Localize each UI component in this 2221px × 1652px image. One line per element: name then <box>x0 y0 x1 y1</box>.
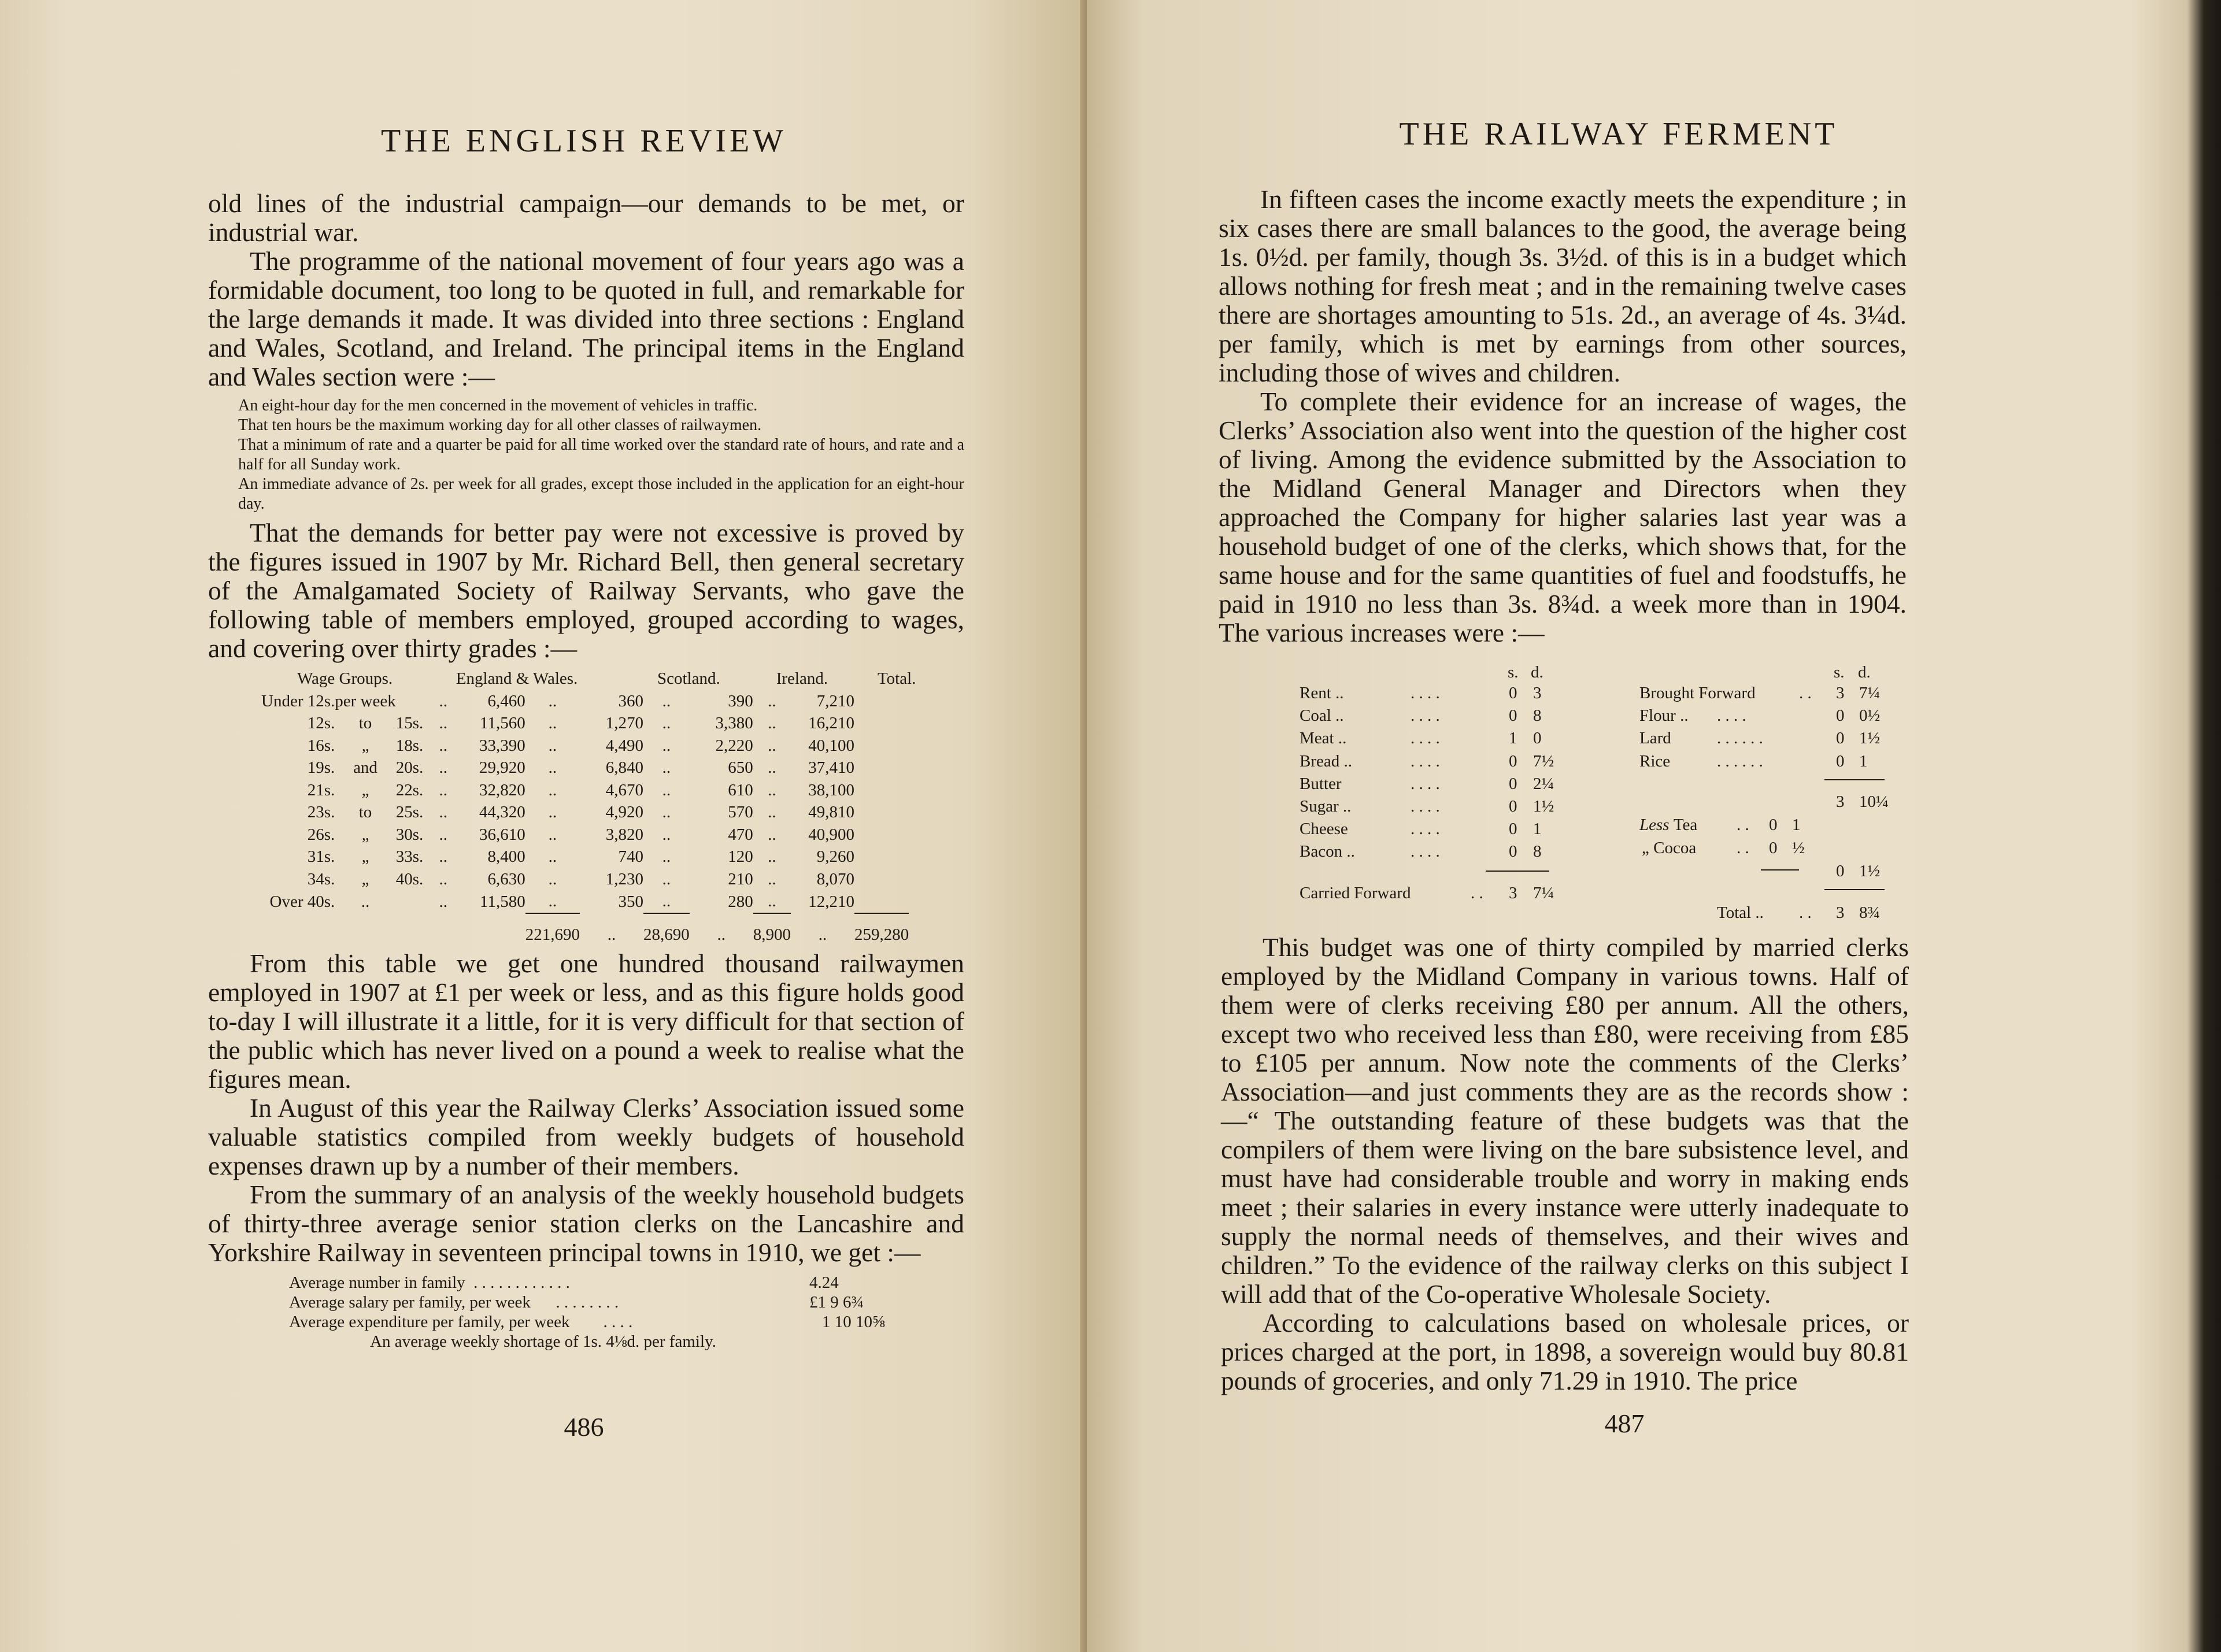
budget-item-d: 2¼ <box>1533 774 1554 793</box>
leader-dots: .. <box>439 780 447 799</box>
demand-item: That a minimum of rate and a quarter be paid for all time worked over the standard rate of hours, and rate and a half for all Sunday work. <box>238 436 964 473</box>
left-page <box>0 0 1098 1652</box>
budget-item-label: Meat .. <box>1300 729 1347 748</box>
paragraph: In fifteen cases the income exactly meets the expenditure ; in six cases there are small balances to the good, the average being 1s. 0½d. per family, though 3s. 3½d. of this is in a budget which allows nothing for fresh meat ; and in the remaining twelve cases there are shortages amounting to 51s. 2d., an average of 4s. 3¼d. per family, which is met by earnings from other sources, including those of wives and children. <box>1219 184 1907 387</box>
column-header-d: d. <box>1531 663 1543 681</box>
paragraph: To complete their evidence for an increase of wages, the Clerks’ Association also went into the question of the higher cost of living. Among the evidence submitted by the Association to the Midland General Manager and Directors when they approached the Company for higher salaries last year was a household budget of one of the clerks, which shows that, for the same house and for the same quantities of fuel and foodstuffs, he paid in 1910 no less than 3s. 8¾d. a week more than in 1904. The various increases were :— <box>1219 387 1907 647</box>
total-label: Total .. <box>1717 903 1764 922</box>
table-cell: 20s. <box>395 758 424 777</box>
wage-groups-table <box>261 668 916 946</box>
budget-item-label: Sugar .. <box>1300 797 1352 816</box>
table-cell: 120 <box>728 847 753 866</box>
total-d: 8¾ <box>1859 903 1881 922</box>
budget-item-d: 1 <box>1533 820 1542 839</box>
budget-item-d: 1 <box>1859 751 1868 771</box>
leader-dots: .. <box>548 847 557 866</box>
table-row <box>261 735 916 757</box>
table-cell: 12,210 <box>808 892 854 911</box>
budget-item-s: 0 <box>1509 684 1517 702</box>
budget-item-s: 0 <box>1509 751 1517 771</box>
table-cell: 25s. <box>395 803 424 821</box>
budget-item-s: 3 <box>1836 684 1845 702</box>
leader-dots: .. <box>662 736 671 755</box>
table-cell: 610 <box>728 780 753 799</box>
table-cell: Over 40s. <box>269 892 335 911</box>
table-cell: 32,820 <box>479 780 525 799</box>
leader-dots: .. <box>439 736 447 755</box>
rule-line <box>1824 889 1885 890</box>
leader-dots: .. <box>548 691 557 710</box>
table-row <box>261 757 916 779</box>
table-cell: .. <box>361 892 370 911</box>
table-cell: 3,380 <box>715 714 753 732</box>
less-total-d: 1½ <box>1859 862 1881 880</box>
budget-item-d: 7½ <box>1533 751 1554 771</box>
budget-item-d: 8 <box>1533 706 1542 725</box>
budget-item-s: 0 <box>1836 706 1845 725</box>
budget-item-label: Brought Forward <box>1639 684 1756 702</box>
leader-dots: .. <box>439 892 447 911</box>
table-row <box>261 846 916 868</box>
table-cell: 7,210 <box>816 691 854 710</box>
table-cell: „ <box>361 869 369 888</box>
table-cell: 44,320 <box>479 803 525 821</box>
average-row: Average expenditure per family, per week . . . . 1 10 10⅝ <box>289 1313 885 1331</box>
table-rule-row <box>261 913 916 924</box>
table-cell: 470 <box>728 825 753 844</box>
leader-dots: .. <box>662 691 671 710</box>
column-header: Ireland. <box>776 669 828 688</box>
paragraph: In August of this year the Railway Clerks’ Association issued some valuable statistics compiled from weekly budgets of household expenses drawn up by a number of their members. <box>208 1093 964 1180</box>
left-page-body <box>208 189 964 1351</box>
table-row <box>261 779 916 802</box>
right-page <box>1087 0 2221 1652</box>
budget-item-label: Bread .. <box>1300 751 1352 771</box>
budget-item-s: 0 <box>1836 751 1845 771</box>
page-number-left: 486 <box>564 1412 604 1442</box>
budget-item-label: Rent .. <box>1300 684 1344 702</box>
column-header: England & Wales. <box>456 669 578 688</box>
table-cell: 6,840 <box>605 758 643 777</box>
leader-dots: .. <box>662 803 671 821</box>
paragraph: From this table we get one hundred thousand railwaymen employed in 1907 at £1 per week or less, and as this figure holds good to-day I will illustrate it a little, for it is very difficult for that section of the public which has never lived on a pound a week to realise what the figures mean. <box>208 949 964 1094</box>
table-cell: 570 <box>728 803 753 821</box>
demand-item: That ten hours be the maximum working day for all other classes of railwaymen. <box>238 416 762 434</box>
leader-dots: .. <box>662 825 671 844</box>
table-cell: „ <box>361 825 369 844</box>
table-cell: 12s. <box>307 714 335 732</box>
leader-dots: .. <box>662 869 671 888</box>
table-cell: 18s. <box>395 736 424 755</box>
paragraph: That the demands for better pay were not excessive is proved by the figures issued in 1907 by Mr. Richard Bell, then general secretary of the Amalgamated Society of Railway Servants, who gave the following table of members employed, grouped according to wages, and covering over thirty grades :— <box>208 518 964 663</box>
budget-item-d: 0½ <box>1859 706 1881 725</box>
leader-dots: .. <box>768 803 776 821</box>
table-row <box>261 690 916 713</box>
table-cell: 4,490 <box>605 736 643 755</box>
less-item: Less Tea <box>1639 816 1698 834</box>
subtotal-d: 10¼ <box>1859 792 1889 811</box>
leader-dots: .. <box>548 869 557 888</box>
table-cell: 280 <box>728 892 753 911</box>
table-totals-row: 221,690 .. 28,690 .. 8,900 .. 259,280 <box>261 924 916 946</box>
household-budget-table: s. d. s. d. Rent .. . . . . 0 3 Coal .. . . . . 0 8 Meat .. . . . . 1 0 Bread .. . . . . 0 7½ Butter . . . . 0 2¼ Sugar .. . . . . 0 1½ Cheese . . . . 0 1 Bacon .. . . . . 0 8 Brought Forward . . 3 7¼ Flour .. . . . . 0 0½ Lard . . . . . . 0 1½ Rice . . . . . . 0 1 Carried Forward . . 3 7¼ 3 10¼ Less Tea . . 0 1 „ Cocoa . . 0 ½ 0 1½ Total .. . . 3 8¾ <box>1087 0 2221 1652</box>
table-cell: 40,100 <box>808 736 854 755</box>
leader-dots: . . . . <box>1411 751 1440 771</box>
leader-dots: .. <box>768 869 776 888</box>
leader-dots: . . . . . . <box>1717 751 1763 771</box>
leader-dots: .. <box>548 892 557 910</box>
table-cell <box>396 890 431 913</box>
budget-item-s: 0 <box>1509 842 1517 861</box>
demand-item: An immediate advance of 2s. per week for all grades, except those included in the application for an eight-hour day. <box>238 475 964 513</box>
table-cell: 33s. <box>395 847 424 866</box>
leader-dots: .. <box>768 714 776 732</box>
table-cell: 650 <box>728 758 753 777</box>
leader-dots: .. <box>768 780 776 799</box>
table-cell: 30s. <box>395 825 424 844</box>
leader-dots: .. <box>439 847 447 866</box>
budget-item-d: 1½ <box>1533 797 1554 816</box>
table-cell: „ <box>361 736 369 755</box>
leader-dots: .. <box>548 803 557 821</box>
rule-line <box>1761 869 1799 871</box>
less-total-s: 0 <box>1836 862 1845 880</box>
leader-dots: .. <box>662 780 671 799</box>
leader-dots: . . . . <box>1411 706 1440 725</box>
table-cell: 36,610 <box>479 825 525 844</box>
total-ireland: 8,900 <box>753 925 791 944</box>
paragraph: This budget was one of thirty compiled by married clerks employed by the Midland Company in various towns. Half of them were of clerks receiving £80 per annum. All the others, except two who received less than £80, were receiving from £85 to £105 per annum. Now note the comments of the Clerks’ Association—and just comments they are as the records show : —“ The outstanding feature of these budgets was that the compilers of them were living on the bare subsistence level, and must have had considerable trouble and worry in making ends meet ; their salaries in every instance were utterly inadequate to supply the normal needs of themselves, and their wives and children.” To the evidence of the railway clerks on this subject I will add that of the Co-operative Wholesale Society. <box>1221 932 1909 1309</box>
leader-dots: .. <box>768 892 776 910</box>
leader-dots: . . . . . . <box>1717 729 1763 748</box>
leader-dots: .. <box>439 803 447 821</box>
carried-forward-s: 3 <box>1509 884 1517 902</box>
budget-item-d: 1½ <box>1859 729 1881 748</box>
paragraph: According to calculations based on wholesale prices, or prices charged at the port, in 1898, a sovereign would buy 80.81 pounds of groceries, and only 71.29 in 1910. The price <box>1221 1308 1909 1395</box>
leader-dots: . . . . <box>1411 797 1440 816</box>
page-number-right: 487 <box>1604 1409 1645 1438</box>
table-cell: 2,220 <box>715 736 753 755</box>
table-cell: 34s. <box>307 869 335 888</box>
table-cell: Under 12s. <box>261 691 335 710</box>
paragraph: From the summary of an analysis of the weekly household budgets of thirty-three average senior station clerks on the Lancashire and Yorkshire Railway in seventeen principal towns in 1910, we get :— <box>208 1180 964 1267</box>
table-cell: 11,580 <box>480 892 525 911</box>
table-cell: 8,070 <box>816 869 854 888</box>
table-cell: 1,270 <box>605 714 643 732</box>
budget-item-s: 0 <box>1509 706 1517 725</box>
table-cell: 740 <box>618 847 643 866</box>
budget-item-s: 1 <box>1509 729 1517 748</box>
budget-item-label: Rice <box>1639 751 1671 771</box>
budget-item-d: 8 <box>1533 842 1542 861</box>
table-cell: 22s. <box>395 780 424 799</box>
leader-dots: . . . . <box>1411 684 1440 702</box>
column-header-d: d. <box>1858 663 1871 681</box>
leader-dots: .. <box>662 714 671 732</box>
table-row <box>261 801 916 824</box>
table-row <box>261 868 916 891</box>
leader-dots: .. <box>548 825 557 844</box>
table-cell <box>396 690 431 713</box>
table-cell: 19s. <box>307 758 335 777</box>
running-head-left: THE ENGLISH REVIEW <box>380 123 787 159</box>
table-cell: „ <box>361 847 369 866</box>
table-cell: 3,820 <box>605 825 643 844</box>
leader-dots: .. <box>768 691 776 710</box>
budget-item-d: 0 <box>1533 729 1542 748</box>
shortage-line: An average weekly shortage of 1s. 4⅛d. per family. <box>370 1332 716 1351</box>
table-cell: 23s. <box>307 803 335 821</box>
column-header: Wage Groups. <box>297 669 393 688</box>
budget-item-s: 0 <box>1836 729 1845 748</box>
table-cell: 9,260 <box>816 847 854 866</box>
table-cell: 29,920 <box>479 758 525 777</box>
table-cell: 21s. <box>307 780 335 799</box>
table-cell: 1,230 <box>605 869 643 888</box>
total-s: 3 <box>1836 903 1845 922</box>
leader-dots: .. <box>548 714 557 732</box>
total-scotland: 28,690 <box>643 925 690 944</box>
leader-dots: .. <box>662 892 671 910</box>
demands-list <box>208 396 964 514</box>
paragraph: old lines of the industrial campaign—our demands to be met, or industrial war. <box>208 188 964 247</box>
table-cell: 6,460 <box>487 691 525 710</box>
leader-dots: . . . . <box>1411 820 1440 839</box>
table-cell: 11,560 <box>480 714 525 732</box>
column-header: Total. <box>877 669 916 688</box>
budget-item-label: Flour .. <box>1639 706 1689 725</box>
leader-dots: .. <box>768 825 776 844</box>
budget-item-label: Cheese <box>1300 820 1348 839</box>
table-cell: 49,810 <box>808 803 854 821</box>
leader-dots: .. <box>439 691 447 710</box>
budget-item-label: Lard <box>1639 729 1671 748</box>
table-cell: 210 <box>728 869 753 888</box>
leader-dots: . . <box>1799 684 1812 702</box>
rule-line <box>1486 871 1549 872</box>
subtotal-s: 3 <box>1836 792 1845 811</box>
leader-dots: . . . . <box>1411 842 1440 861</box>
carried-forward-d: 7¼ <box>1533 884 1554 902</box>
table-cell: „ <box>361 780 369 799</box>
table-row <box>261 824 916 846</box>
column-header-s: s. <box>1508 663 1519 681</box>
average-row: Average salary per family, per week . . . . . . . . £1 9 6¾ <box>289 1293 864 1312</box>
rule-line <box>1824 779 1885 780</box>
table-row <box>261 712 916 735</box>
table-cell: per week <box>335 691 396 710</box>
leader-dots: .. <box>439 869 447 888</box>
carried-forward-label: Carried Forward <box>1300 884 1411 902</box>
table-cell: 390 <box>728 691 753 710</box>
total-england-wales: 221,690 <box>525 925 580 944</box>
leader-dots: .. <box>439 714 447 732</box>
average-row: Average number in family . . . . . . . . . . . . 4.24 <box>289 1273 839 1292</box>
budget-item-d: 3 <box>1533 684 1542 702</box>
budget-item-s: 0 <box>1509 797 1517 816</box>
column-header: Scotland. <box>657 669 720 688</box>
leader-dots: .. <box>439 825 447 844</box>
leader-dots: .. <box>439 758 447 777</box>
budget-item-s: 0 <box>1509 774 1517 793</box>
budget-item-label: Butter <box>1300 774 1342 793</box>
leader-dots: . . . . <box>1717 706 1746 725</box>
leader-dots: .. <box>548 780 557 799</box>
table-cell: to <box>358 714 372 732</box>
leader-dots: .. <box>548 758 557 777</box>
total-total: 259,280 <box>854 925 909 944</box>
leader-dots: .. <box>768 758 776 777</box>
leader-dots: . . . . <box>1411 729 1440 748</box>
table-cell: and <box>353 758 377 777</box>
table-cell: 40,900 <box>808 825 854 844</box>
table-cell: 37,410 <box>808 758 854 777</box>
paragraph: The programme of the national movement of four years ago was a formidable document, too long to be quoted in full, and remarkable for the large demands it made. It was divided into three sections : England and Wales, Scotland, and Ireland. The principal items in the England and Wales section were :— <box>208 246 964 391</box>
table-cell: 350 <box>618 892 643 911</box>
table-cell: to <box>358 803 372 821</box>
table-cell: 26s. <box>307 825 335 844</box>
budget-item-label: Coal .. <box>1300 706 1344 725</box>
table-cell: 6,630 <box>487 869 525 888</box>
leader-dots: .. <box>768 847 776 866</box>
averages-table <box>289 1273 964 1351</box>
table-cell: 38,100 <box>808 780 854 799</box>
table-cell: 4,920 <box>605 803 643 821</box>
table-cell: 4,670 <box>605 780 643 799</box>
leader-dots: . . . . <box>1411 774 1440 793</box>
table-cell: 40s. <box>395 869 424 888</box>
leader-dots: .. <box>548 736 557 755</box>
table-cell: 8,400 <box>487 847 525 866</box>
right-page-body-bottom <box>1221 933 1909 1395</box>
less-item: „ Cocoa <box>1642 839 1697 857</box>
column-header-s: s. <box>1834 663 1845 681</box>
budget-item-s: 0 <box>1509 820 1517 839</box>
table-cell: 16,210 <box>808 714 854 732</box>
running-head-right: THE RAILWAY FERMENT <box>1399 116 1838 152</box>
table-header-row <box>261 668 916 690</box>
table-cell: 33,390 <box>479 736 525 755</box>
budget-item-label: Bacon .. <box>1300 842 1355 861</box>
table-cell: 360 <box>618 691 643 710</box>
demand-item: An eight-hour day for the men concerned in the movement of vehicles in traffic. <box>238 397 758 414</box>
table-cell: 15s. <box>395 714 424 732</box>
leader-dots: .. <box>662 758 671 777</box>
table-row <box>261 890 916 913</box>
table-cell: 16s. <box>307 736 335 755</box>
table-cell: 31s. <box>307 847 335 866</box>
leader-dots: .. <box>768 736 776 755</box>
leader-dots: .. <box>662 847 671 866</box>
budget-item-d: 7¼ <box>1859 684 1881 702</box>
